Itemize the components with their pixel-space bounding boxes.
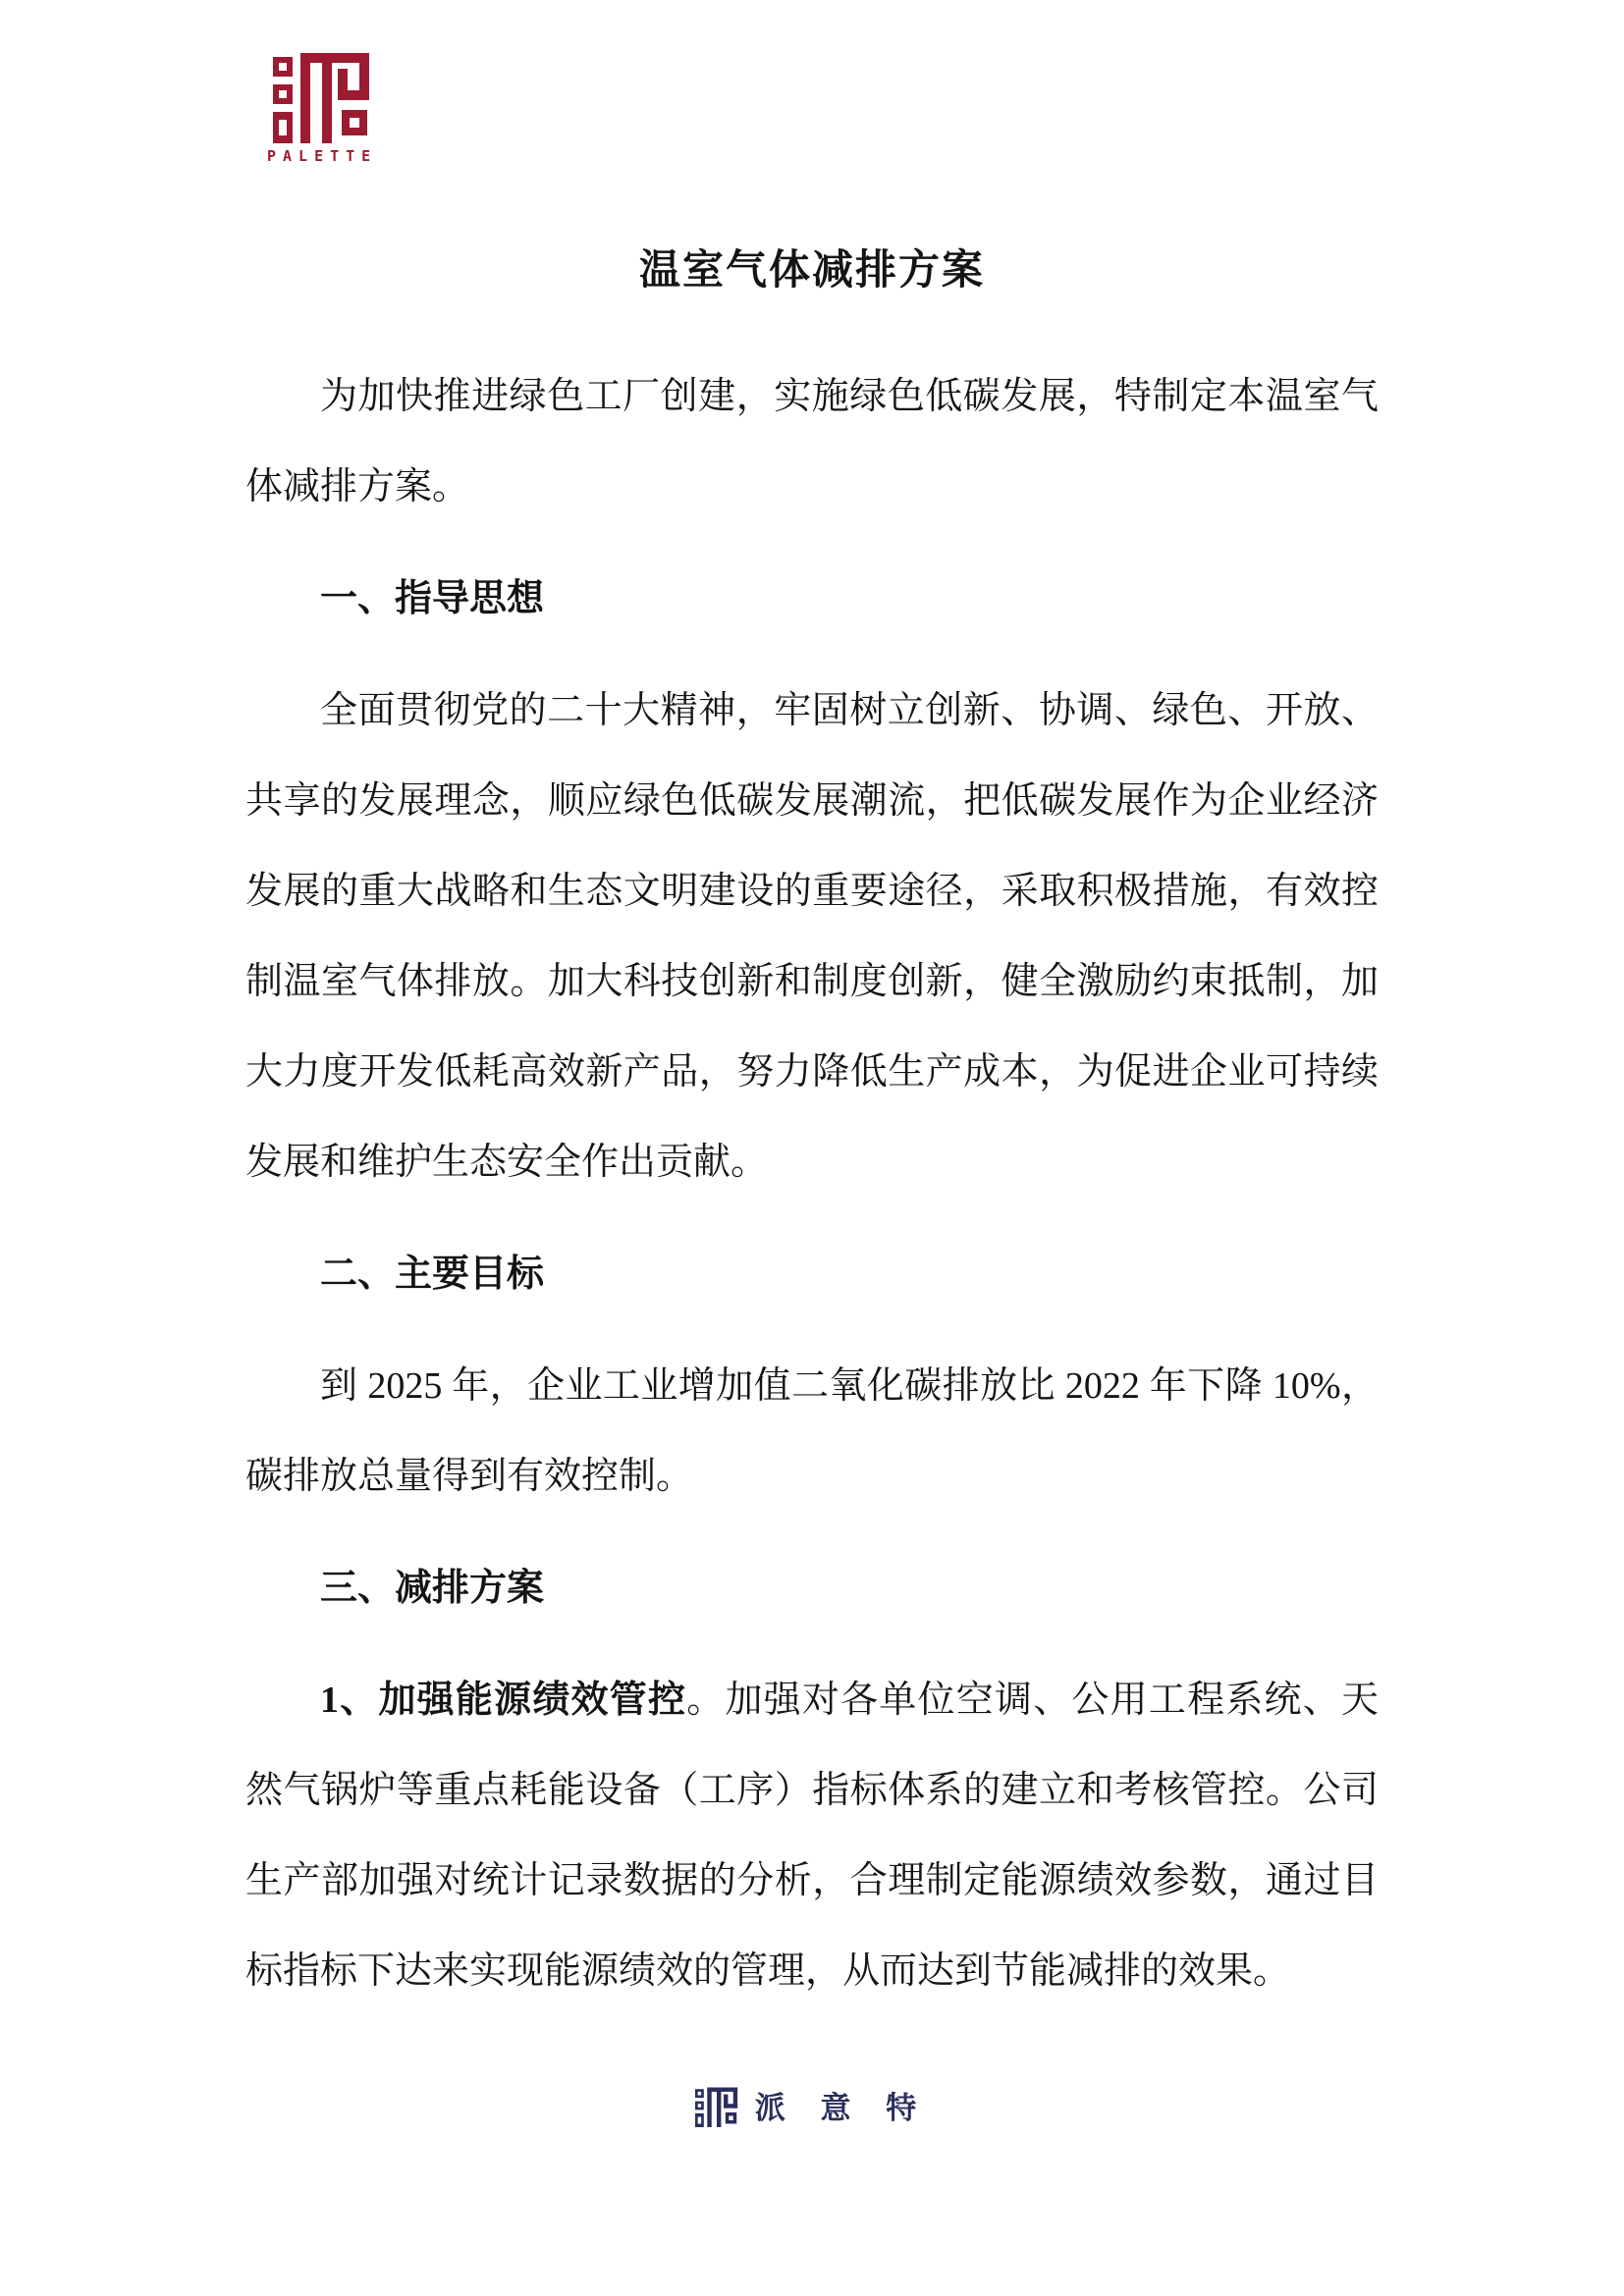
document-body [245,0,1379,2016]
paragraph-line: 全面贯彻党的二十大精神，牢固树立创新、协调、绿色、开放、 [320,690,1379,731]
paiyite-logo-icon [694,2084,739,2127]
paragraph-line: 标指标下达来实现能源绩效的管理，从而达到节能减排的效果。 [245,1950,1291,1992]
paragraph-line: 为加快推进绿色工厂创建，实施绿色低碳发展，特制定本温室气 [320,376,1379,417]
paragraph-line: 发展的重大战略和生态文明建设的重要途径，采取积极措施，有效控 [245,871,1379,912]
paragraph-line: 体减排方案。 [245,466,470,507]
paragraph-line: 共享的发展理念，顺应绿色低碳发展潮流，把低碳发展作为企业经济 [245,780,1379,822]
section-1-paragraph [245,666,1379,1207]
section-3-paragraph [245,1655,1379,2016]
document-title: 温室气体减排方案 [638,248,985,294]
list-item-text: 。加强对各单位空调、公用工程系统、天 [686,1680,1379,1721]
paragraph-line: 到 2025 年，企业工业增加值二氧化碳排放比 2022 年下降 10%， [320,1365,1379,1407]
intro-paragraph [245,351,1379,532]
paragraph-line: 制温室气体排放。加大科技创新和制度创新，健全激励约束抵制，加 [245,961,1379,1002]
section-2-paragraph [245,1341,1379,1522]
footer-brand [0,2083,1624,2127]
section-heading-1: 一、指导思想 [320,578,545,619]
paragraph-line: 生产部加强对统计记录数据的分析，合理制定能源绩效参数，通过目 [245,1860,1379,1901]
section-heading-3: 三、减排方案 [320,1568,545,1609]
paragraph-line: 发展和维护生态安全作出贡献。 [245,1142,769,1183]
brand-wordmark: PALETTE [267,147,378,165]
paragraph-line: 然气锅炉等重点耗能设备（工序）指标体系的建立和考核管控。公司 [245,1770,1379,1811]
paragraph-line: 大力度开发低耗高效新产品，努力降低生产成本，为促进企业可持续 [245,1051,1379,1093]
paragraph-line: 碳排放总量得到有效控制。 [245,1456,694,1497]
footer-wordmark: 派 意 特 [754,2091,931,2125]
section-heading-2: 二、主要目标 [320,1254,545,1295]
paragraph-line [245,1655,1379,1745]
list-item-bold-lead: 1、加强能源绩效管控 [320,1680,687,1721]
